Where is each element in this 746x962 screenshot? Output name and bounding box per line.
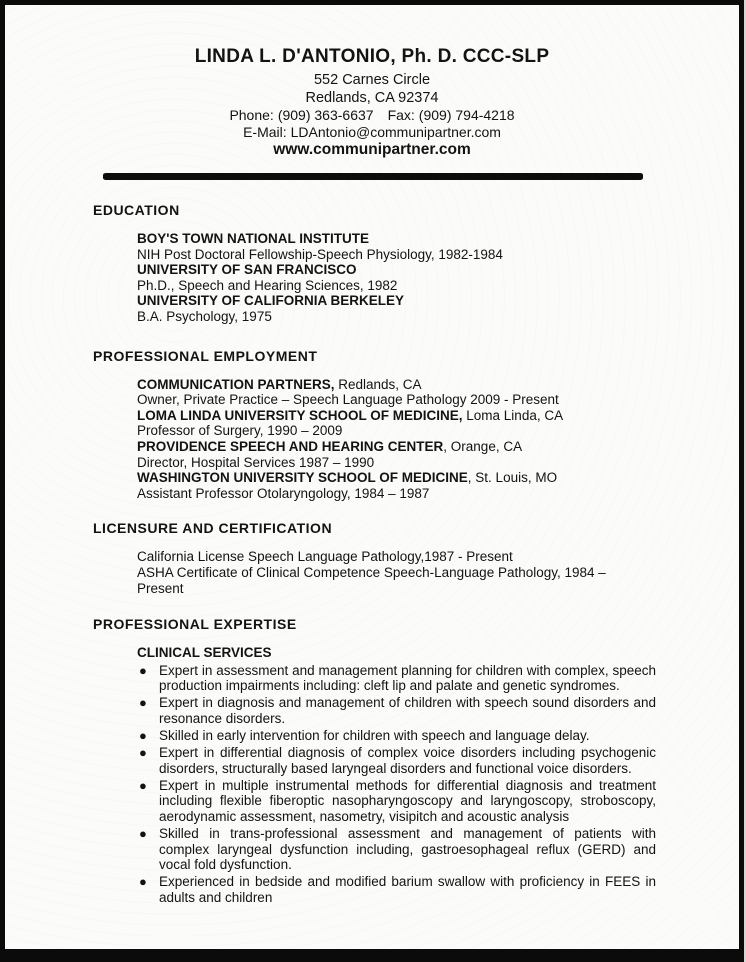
- bullet-text: Expert in multiple instrumental methods for differential diagnosis and treatment including flexible fiberoptic nasopharyngoscopy and laryngoscopy, stroboscopy, aerodynamic assessment, nasometry, visipitch and acoustic analysis: [159, 777, 656, 825]
- bullet-item: [139, 777, 656, 825]
- email-address: LDAntonio@communipartner.com: [290, 123, 501, 140]
- employment-detail: Director, Hospital Services 1987 – 1990: [137, 454, 375, 470]
- bullet-dot: ●: [139, 695, 147, 711]
- licensure-line: ASHA Certificate of Clinical Competence Speech-Language Pathology, 1984 – Present: [137, 564, 606, 596]
- education-heading: EDUCATION: [93, 202, 180, 218]
- bullet-item: [139, 826, 656, 873]
- bullet-dot: ●: [139, 662, 147, 678]
- bullet-text: Expert in assessment and management planning for children with complex, speech production impairments including: cleft lip and palate and genetic syndromes.: [159, 662, 656, 694]
- employer-name: WASHINGTON UNIVERSITY SCHOOL OF MEDICINE: [137, 470, 468, 486]
- licensure-entries: [137, 549, 651, 596]
- section-licensure: [5, 520, 739, 596]
- employment-entries: [137, 377, 651, 502]
- phone-fax-line: [5, 107, 739, 124]
- employer-name: PROVIDENCE SPEECH AND HEARING CENTER: [137, 438, 444, 454]
- bullet-item: [139, 695, 656, 726]
- bullet-text: Skilled in early intervention for children with speech and language delay.: [159, 728, 590, 744]
- bullet-item: [139, 874, 656, 905]
- bullet-dot: ●: [139, 826, 147, 842]
- bullet-dot: ●: [139, 874, 147, 890]
- employer-line: [137, 470, 651, 486]
- section-education: [5, 202, 739, 325]
- employer-location: Loma Linda, CA: [462, 407, 564, 423]
- bullet-text: Expert in diagnosis and management of children with speech sound disorders and resonance disorders.: [159, 695, 656, 726]
- bullet-item: [139, 728, 656, 744]
- bullet-dot: ●: [139, 777, 147, 793]
- bullet-dot: ●: [139, 728, 147, 744]
- employment-detail: Assistant Professor Otolaryngology, 1984 – 1987: [137, 485, 430, 501]
- phone-label: Phone:: [229, 107, 274, 123]
- email-label: E-Mail:: [243, 123, 287, 140]
- employer-line: [137, 439, 651, 455]
- fax-number: (909) 794-4218: [418, 107, 515, 123]
- address-line-1: 552 Carnes Circle: [313, 72, 431, 88]
- phone-number: (909) 363-6637: [277, 107, 374, 123]
- bullet-text: Experienced in bedside and modified barium swallow with proficiency in FEES in adults and children: [159, 874, 656, 905]
- employer-location: , St. Louis, MO: [467, 470, 558, 486]
- employment-heading: PROFESSIONAL EMPLOYMENT: [93, 347, 318, 364]
- divider-bar: [103, 173, 643, 180]
- education-institution: UNIVERSITY OF SAN FRANCISCO: [137, 262, 357, 278]
- email-line: [5, 124, 739, 141]
- employer-name: COMMUNICATION PARTNERS,: [137, 376, 335, 392]
- address-line-2: Redlands, CA 92374: [305, 89, 439, 106]
- candidate-name: LINDA L. D'ANTONIO, Ph. D. CCC-SLP: [194, 46, 550, 67]
- section-expertise: [5, 616, 739, 906]
- education-institution: UNIVERSITY OF CALIFORNIA BERKELEY: [137, 293, 405, 309]
- education-detail: B.A. Psychology, 1975: [137, 308, 272, 324]
- licensure-heading: LICENSURE AND CERTIFICATION: [93, 520, 333, 537]
- employer-name: LOMA LINDA UNIVERSITY SCHOOL OF MEDICINE,: [137, 407, 463, 423]
- resume-body: [5, 202, 739, 906]
- bullet-item: [139, 662, 656, 694]
- bullet-text: Expert in differential diagnosis of complex voice disorders including psychogenic disorders, structurally based laryngeal disorders and functional voice disorders.: [159, 745, 656, 776]
- fax-label: Fax:: [387, 107, 415, 123]
- clinical-services-subheading: CLINICAL SERVICES: [137, 645, 272, 661]
- employer-line: [137, 377, 651, 393]
- education-entries: [137, 231, 651, 325]
- expertise-heading: PROFESSIONAL EXPERTISE: [93, 616, 297, 633]
- employment-detail: Professor of Surgery, 1990 – 2009: [137, 423, 343, 439]
- bullet-text: Skilled in trans-professional assessment and management of patients with complex laryngeal dysfunction including, gastroesophageal reflux (GERD) and vocal fold dysfunction.: [159, 826, 656, 873]
- resume-header: [5, 5, 739, 158]
- licensure-line: California License Speech Language Pathology,1987 - Present: [137, 549, 513, 565]
- expertise-bullet-list: [139, 662, 656, 906]
- employer-line: [137, 408, 651, 424]
- bullet-item: [139, 745, 656, 776]
- section-employment: [5, 348, 739, 502]
- education-detail: NIH Post Doctoral Fellowship-Speech Physiology, 1982-1984: [137, 246, 503, 262]
- employment-detail: Owner, Private Practice – Speech Language Pathology 2009 - Present: [137, 392, 559, 408]
- bullet-dot: ●: [139, 745, 147, 761]
- expertise-entries: [137, 645, 656, 906]
- employer-location: , Orange, CA: [443, 438, 523, 454]
- employer-location: Redlands, CA: [334, 376, 422, 392]
- education-institution: BOY'S TOWN NATIONAL INSTITUTE: [137, 231, 369, 246]
- website-url: www.communipartner.com: [273, 141, 471, 158]
- education-detail: Ph.D., Speech and Hearing Sciences, 1982: [137, 277, 398, 293]
